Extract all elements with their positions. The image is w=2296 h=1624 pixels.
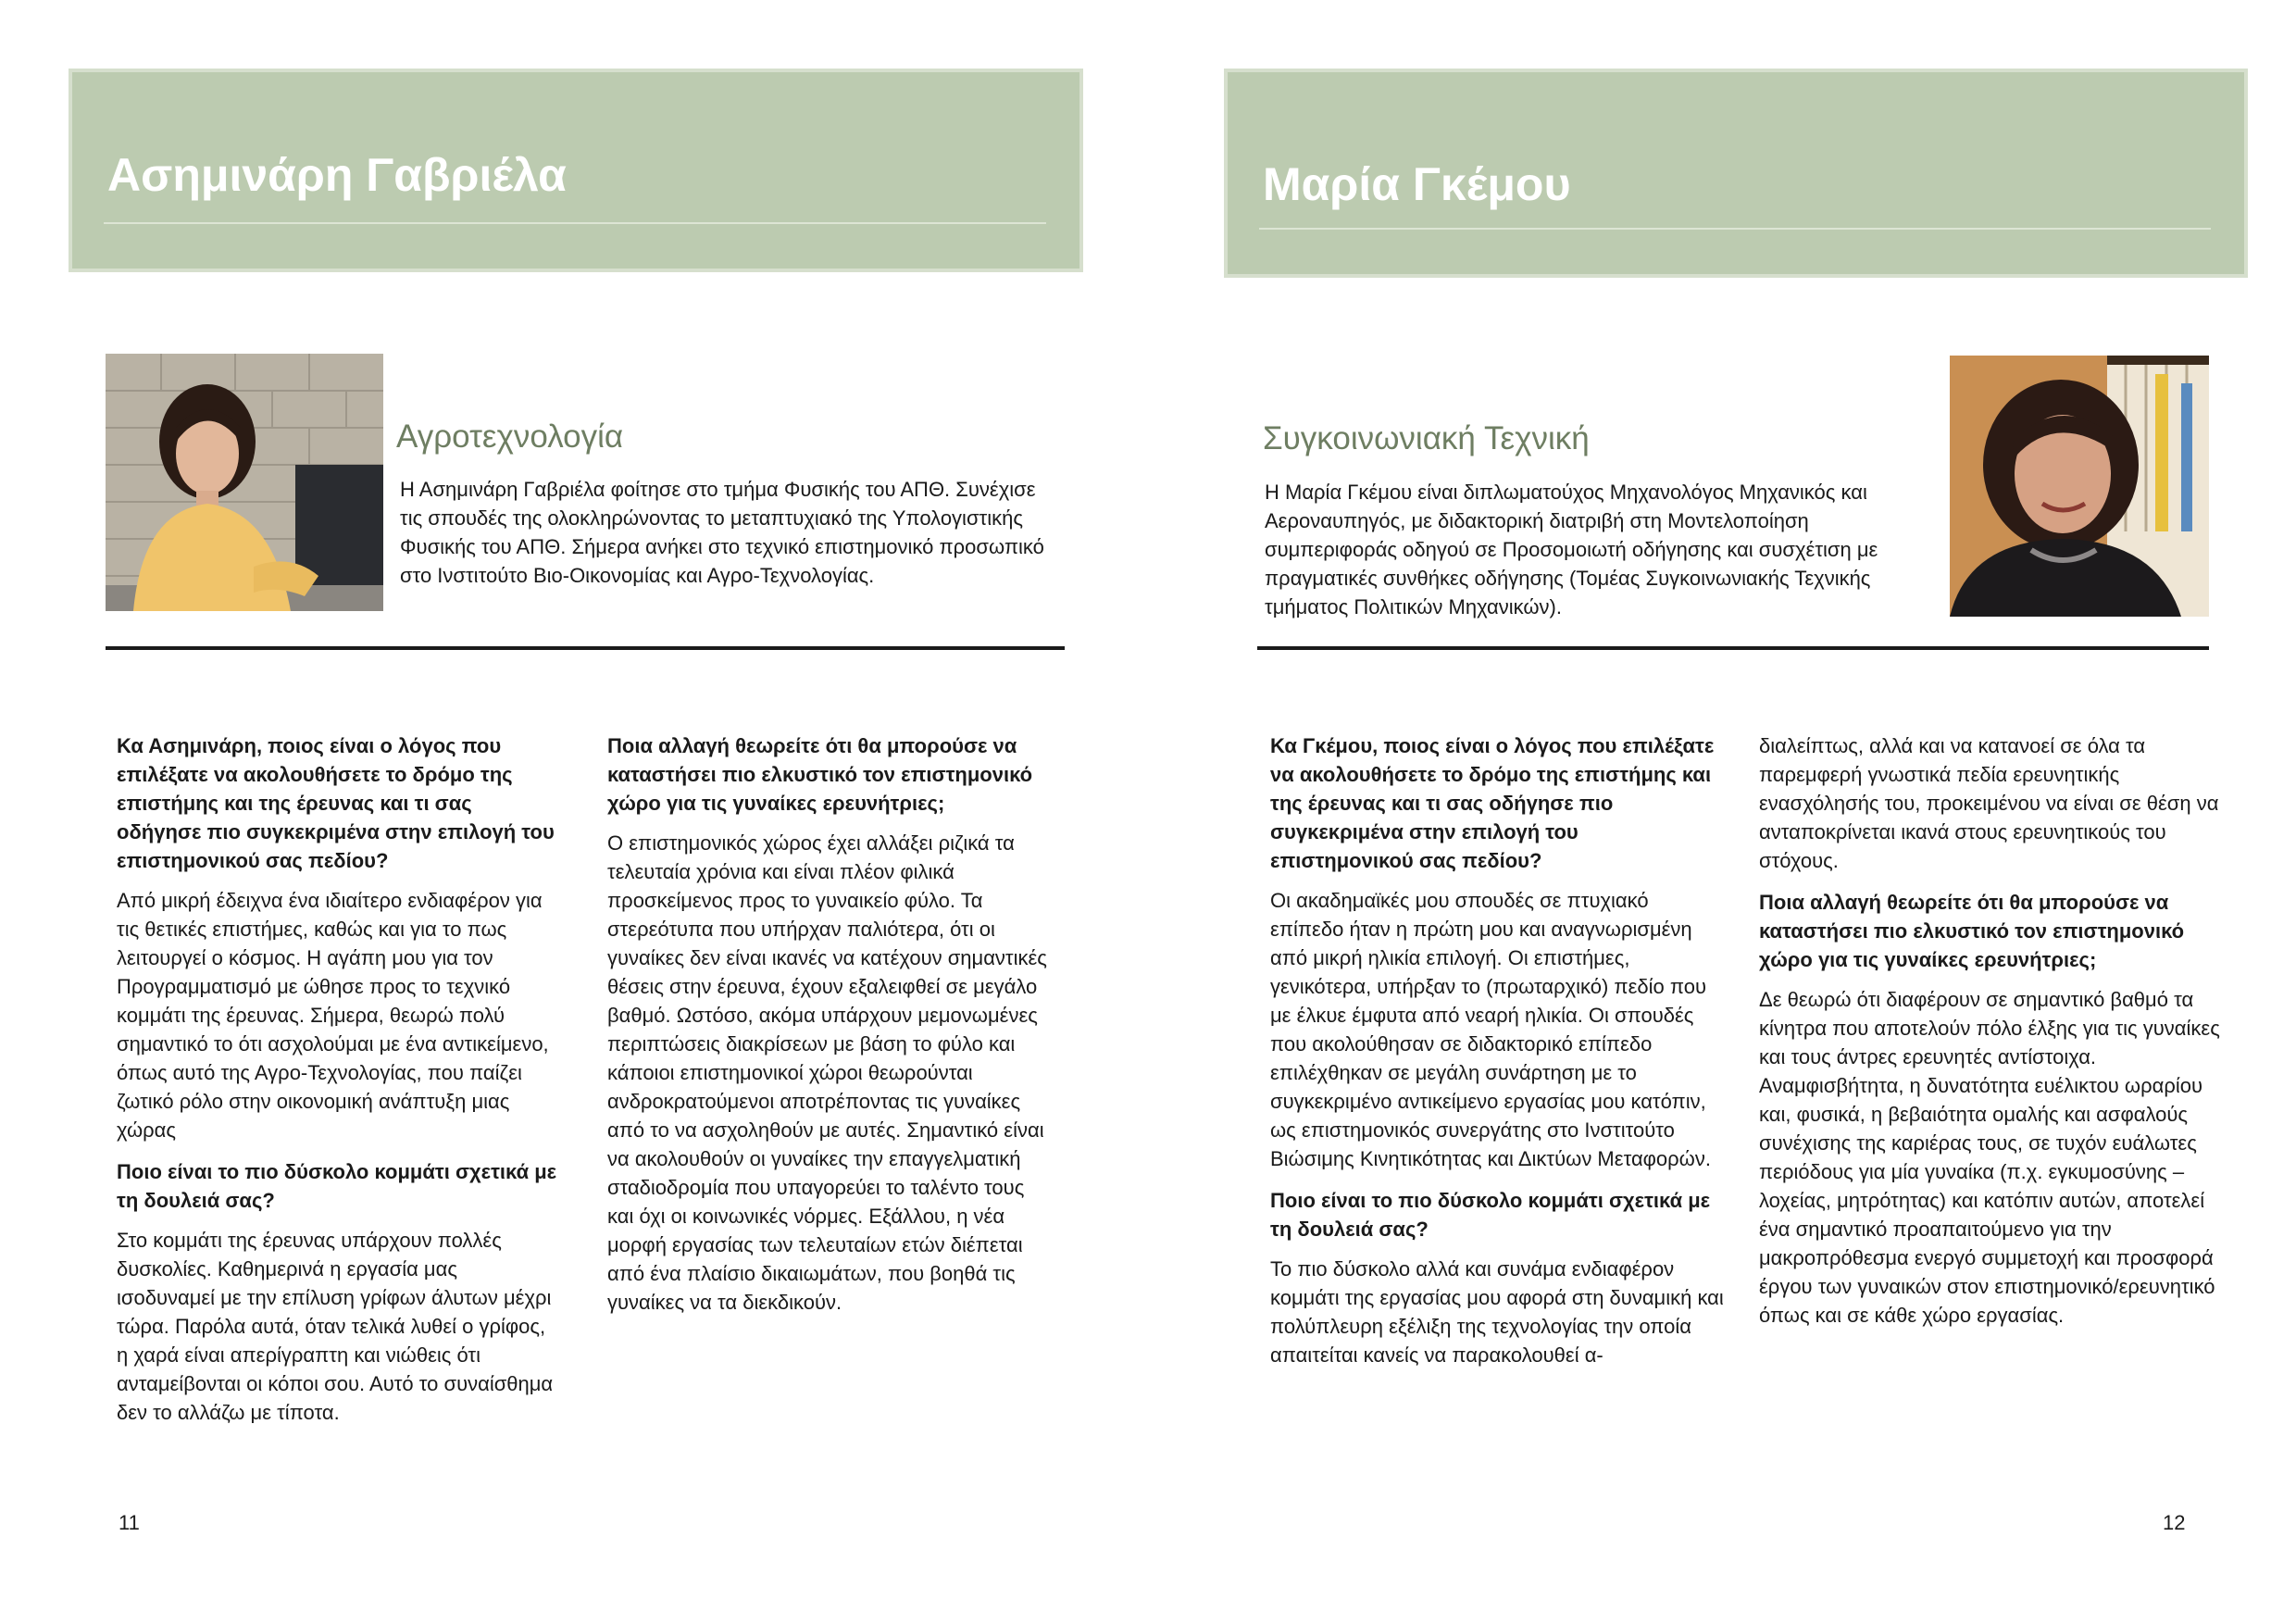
interview-question: Ποιο είναι το πιο δύσκολο κομμάτι σχετικά με τη δουλειά σας? [117, 1160, 557, 1212]
section-divider [106, 646, 1065, 650]
interview-answer: Οι ακαδημαϊκές μου σπουδές σε πτυχιακό επίπεδο ήταν η πρώτη μου και αναγνωρισμένη από μικρή ηλικία επιλογή. Οι επιστήμες, γενικότερα, υπήρξαν το (πρωταρχικό) πεδίο που με έλκυε έμφυτα από νεαρή ηλικία. Οι σπουδές που ακολούθησαν σε διδακτορικό επίπεδο επιλέχθηκαν σε μεγάλη συνάρτηση με το συγκεκριμένο αντικείμενο εργασίας μου κατόπιν, ως επιστημονικός συνεργάτης στο Ινστιτούτο Βιώσιμης Κινητικότητας και Δικτύων Μεταφορών. [1270, 889, 1711, 1170]
research-field: Συγκοινωνιακή Τεχνική [1263, 420, 1590, 456]
page-title: Ασημινάρη Γαβριέλα [107, 149, 567, 201]
interview-column-1 [117, 731, 561, 1440]
portrait-photo-left [106, 354, 383, 611]
bio-text: Η Ασημινάρη Γαβριέλα φοίτησε στο τμήμα Φυσικής του ΑΠΘ. Συνέχισε τις σπουδές της ολοκληρώνοντας το μεταπτυχιακό της Υπολογιστικής Φυσικής του ΑΠΘ. Σήμερα ανήκει στο τεχνικό επιστημονικό προσωπικό στο Ινστιτούτο Βιο-Οικονομίας και Αγρο-Τεχνολογίας. [400, 478, 1044, 587]
interview-question: Κα Ασημινάρη, ποιος είναι ο λόγος που επιλέξατε να ακολουθήσετε το δρόμο της επιστήμης και της έρευνας και τι σας οδήγησε πιο συγκεκριμένα στην επιλογή του επιστημονικού σας πεδίου? [117, 734, 555, 872]
section-divider [1257, 646, 2209, 650]
name-banner-left [69, 69, 1083, 272]
banner-rule [104, 222, 1046, 224]
interview-answer: Στο κομμάτι της έρευνας υπάρχουν πολλές δυσκολίες. Καθημερινά η εργασία μας ισοδυναμεί με την επίλυση γρίφων άλυτων μέχρι τώρα. Παρόλα αυτά, όταν τελικά λυθεί ο γρίφος, η χαρά είναι απερίγραπτη και νιώθεις ότι ανταμείβονται οι κόποι σου. Αυτό το συναίσθημα δεν το αλλάζω με τίποτα. [117, 1229, 554, 1424]
research-field: Αγροτεχνολογία [396, 418, 624, 455]
interview-question: Κα Γκέμου, ποιος είναι ο λόγος που επιλέξατε να ακολουθήσετε το δρόμο της επιστήμης και της έρευνας και τι σας οδήγησε πιο συγκεκριμένα στην επιλογή του επιστημονικού σας πεδίου? [1270, 734, 1715, 872]
interview-column-1 [1270, 731, 1724, 1382]
interview-question: Ποια αλλαγή θεωρείτε ότι θα μπορούσε να καταστήσει πιο ελκυστικό τον επιστημονικό χώρο για τις γυναίκες ερευνήτριες; [1759, 891, 2185, 971]
banner-rule [1259, 228, 2211, 230]
interview-answer: Δε θεωρώ ότι διαφέρουν σε σημαντικό βαθμό τα κίνητρα που αποτελούν πόλο έλξης για τις γυναίκες και τους άντρες ερευνητές αντίστοιχα. Αναμφισβήτητα, η δυνατότητα ευέλικτου ωραρίου και, φυσικά, η βεβαιότητα ομαλής και ασφαλούς συνέχισης της καριέρας τους, σε τυχόν ευάλωτες περιόδους για μία γυναίκα (π.χ. εγκυμοσύνης – λοχείας, μητρότητας) και κατόπιν αυτών, αποτελεί ένα σημαντικό προαπαιτούμενο για την μακροπρόθεσμα ενεργό συμμετοχή και προσφορά έργου των γυναικών στον επιστημονικό/ερευνητικό όπως και σε κάθε χώρο εργασίας. [1759, 988, 2220, 1327]
page-number: 11 [119, 1511, 140, 1534]
bio-text: Η Μαρία Γκέμου είναι διπλωματούχος Μηχανολόγος Μηχανικός και Αεροναυπηγός, με διδακτορική διατριβή στη Μοντελοποίηση συμπεριφοράς οδηγού σε Προσομοιωτή οδήγησης και συσχέτιση με πραγματικές συνθήκες οδήγησης (Τομέας Συγκοινωνιακής Τεχνικής τμήματος Πολιτικών Μηχανικών). [1265, 481, 1878, 618]
portrait-photo-right [1950, 356, 2209, 617]
portrait-image [1950, 356, 2209, 617]
name-banner-right [1224, 69, 2248, 278]
interview-column-2 [607, 731, 1052, 1330]
interview-question: Ποια αλλαγή θεωρείτε ότι θα μπορούσε να καταστήσει πιο ελκυστικό τον επιστημονικό χώρο για τις γυναίκες ερευνήτριες; [607, 734, 1033, 815]
page-title: Μαρία Γκέμου [1263, 158, 1571, 210]
interview-question: Ποιο είναι το πιο δύσκολο κομμάτι σχετικά με τη δουλειά σας? [1270, 1189, 1711, 1241]
portrait-image [106, 354, 383, 611]
interview-answer: διαλείπτως, αλλά και να κατανοεί σε όλα τα παρεμφερή γνωστικά πεδία ερευνητικής ενασχόλησής του, προκειμένου να είναι σε θέση να ανταποκρίνεται ικανά στους ερευνητικούς του στόχους. [1759, 734, 2219, 872]
page-number: 12 [2163, 1511, 2186, 1534]
interview-answer: Από μικρή έδειχνα ένα ιδιαίτερο ενδιαφέρον για τις θετικές επιστήμες, καθώς και για το πως λειτουργεί ο κόσμος. Η αγάπη μου για τον Προγραμματισμό με ώθησε προς το τεχνικό κομμάτι της έρευνας. Σήμερα, θεωρώ πολύ σημαντικό το ότι ασχολούμαι με ένα αντικείμενο, όπως αυτό της Αγρο-Τεχνολογίας, που παίζει ζωτικό ρόλο στην οικονομική ανάπτυξη μιας χώρας [117, 889, 549, 1142]
interview-column-2 [1759, 731, 2220, 1343]
interview-answer: Ο επιστημονικός χώρος έχει αλλάξει ριζικά τα τελευταία χρόνια και είναι πλέον φιλικά προσκείμενος προς το γυναικείο φύλο. Τα στερεότυπα που υπήρχαν παλιότερα, ότι οι γυναίκες δεν είναι ικανές να κατέχουν σημαντικές θέσεις στην έρευνα, έχουν εξαλειφθεί σε μεγάλο βαθμό. Ωστόσο, ακόμα υπάρχουν μεμονωμένες περιπτώσεις διακρίσεων με βάση το φύλο και κάποιοι επιστημονικοί χώροι θεωρούνται ανδροκρατούμενοι αποτρέποντας τις γυναίκες από το να ασχοληθούν με αυτές. Σημαντικό είναι να ακολουθούν οι γυναίκες την επαγγελματική σταδιοδρομία που υπαγορεύει το ταλέντο τους και όχι οι κοινωνικές νόρμες. Εξάλλου, η νέα μορφή εργασίας των τελευταίων ετών διέπεται από ένα πλαίσιο δικαιωμάτων, που βοηθά τις γυναίκες να τα διεκδικούν. [607, 831, 1047, 1314]
interview-answer: Το πιο δύσκολο αλλά και συνάμα ενδιαφέρον κομμάτι της εργασίας μου αφορά στη δυναμική και πολύπλευρη εξέλιξη της τεχνολογίας την οποία απαιτείται κανείς να παρακολουθεί α- [1270, 1257, 1724, 1367]
